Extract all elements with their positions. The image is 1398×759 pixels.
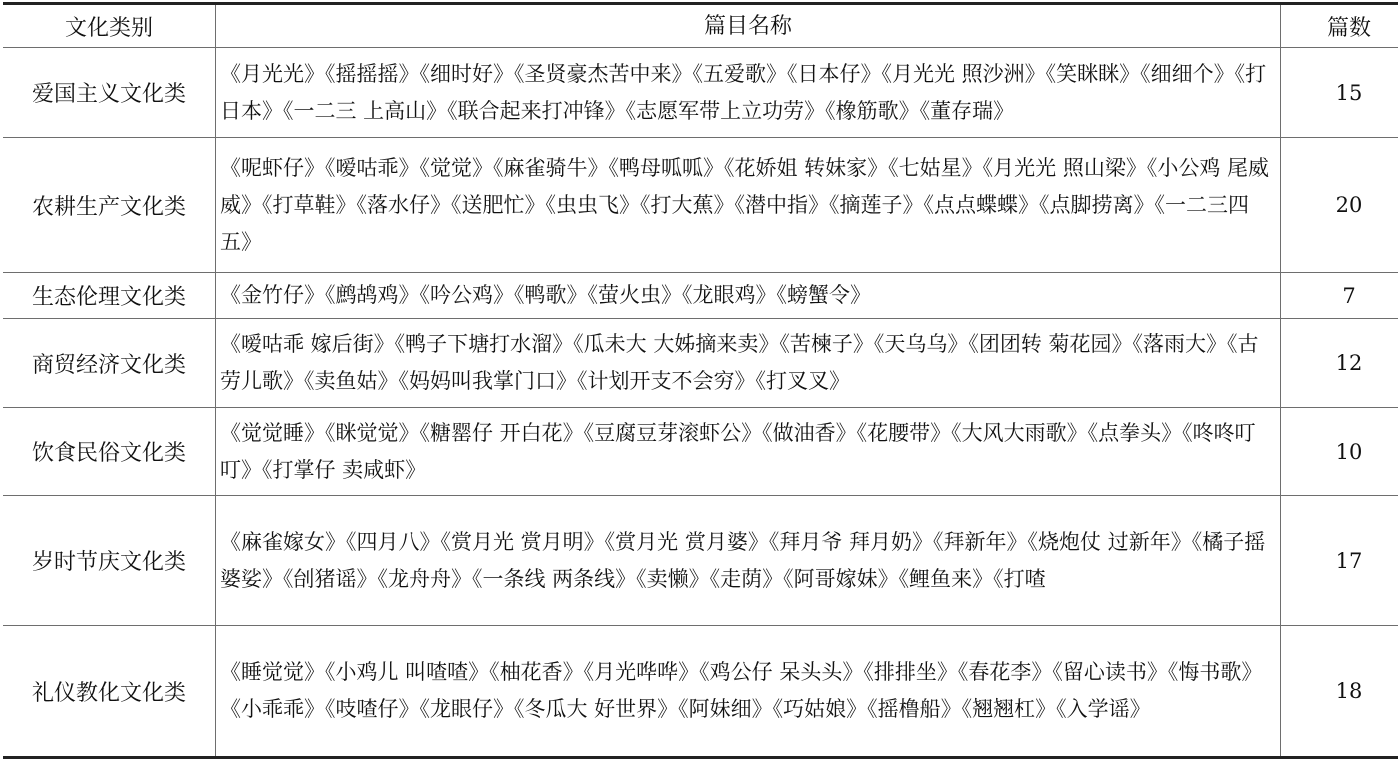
- row-titles: 《金竹仔》《鹧鸪鸡》《吟公鸡》《鸭歌》《萤火虫》《龙眼鸡》《螃蟹令》: [216, 273, 1281, 319]
- row-category: 生态伦理文化类: [3, 273, 216, 319]
- row-count: 7: [1281, 273, 1398, 319]
- row-category: 岁时节庆文化类: [3, 496, 216, 626]
- row-category: 礼仪教化文化类: [3, 626, 216, 758]
- row-titles: 《呢虾仔》《嗳咕乖》《觉觉》《麻雀骑牛》《鸭母呱呱》《花娇姐 转妹家》《七姑星》《月光光 照山梁》《小公鸡 尾威威》《打草鞋》《落水仔》《送肥忙》《虫虫飞》《打大蕉》《潜中指》《摘莲子》《点点蝶蝶》《点脚捞离》《一二三四五》: [216, 138, 1281, 273]
- table-row: [3, 626, 1398, 758]
- header-titles: 篇目名称: [216, 4, 1281, 48]
- row-titles: 《月光光》《摇摇摇》《细时好》《圣贤豪杰苦中来》《五爱歌》《日本仔》《月光光 照沙洲》《笑眯眯》《细细个》《打日本》《一二三 上高山》《联合起来打冲锋》《志愿军带上立功劳》《橡筋歌》《董存瑞》: [216, 48, 1281, 138]
- header-category: 文化类别: [3, 4, 216, 48]
- row-count: 10: [1281, 408, 1398, 496]
- row-category: 爱国主义文化类: [3, 48, 216, 138]
- header-count: 篇数: [1281, 4, 1398, 48]
- row-count: 17: [1281, 496, 1398, 626]
- table-row: [3, 496, 1398, 626]
- row-titles: 《睡觉觉》《小鸡儿 叫喳喳》《柚花香》《月光哗哗》《鸡公仔 呆头头》《排排坐》《春花李》《留心读书》《悔书歌》《小乖乖》《吱喳仔》《龙眼仔》《冬瓜大 好世界》《阿妹细》《巧姑娘》《摇橹船》《翘翘杠》《入学谣》: [216, 626, 1281, 758]
- row-count: 18: [1281, 626, 1398, 758]
- table-row: [3, 138, 1398, 273]
- table-header-row: [3, 4, 1398, 48]
- row-count: 20: [1281, 138, 1398, 273]
- row-titles: 《嗳咕乖 嫁后街》《鸭子下塘打水溜》《瓜未大 大姊摘来卖》《苦楝子》《天乌乌》《团团转 菊花园》《落雨大》《古劳儿歌》《卖鱼姑》《妈妈叫我掌门口》《计划开支不会穷》《打叉叉》: [216, 319, 1281, 408]
- table-row: [3, 273, 1398, 319]
- row-category: 商贸经济文化类: [3, 319, 216, 408]
- row-category: 农耕生产文化类: [3, 138, 216, 273]
- row-category: 饮食民俗文化类: [3, 408, 216, 496]
- table-row: [3, 408, 1398, 496]
- row-count: 15: [1281, 48, 1398, 138]
- table-row: [3, 319, 1398, 408]
- culture-category-table: [3, 2, 1398, 759]
- row-count: 12: [1281, 319, 1398, 408]
- table-row: [3, 48, 1398, 138]
- row-titles: 《麻雀嫁女》《四月八》《赏月光 赏月明》《赏月光 赏月婆》《拜月爷 拜月奶》《拜新年》《烧炮仗 过新年》《橘子摇婆娑》《刣猪谣》《龙舟舟》《一条线 两条线》《卖懒》《走荫》《阿哥嫁妹》《鲤鱼来》《打喳: [216, 496, 1281, 626]
- row-titles: 《觉觉睡》《眯觉觉》《糖罂仔 开白花》《豆腐豆芽滚虾公》《做油香》《花腰带》《大风大雨歌》《点拳头》《咚咚叮叮》《打掌仔 卖咸虾》: [216, 408, 1281, 496]
